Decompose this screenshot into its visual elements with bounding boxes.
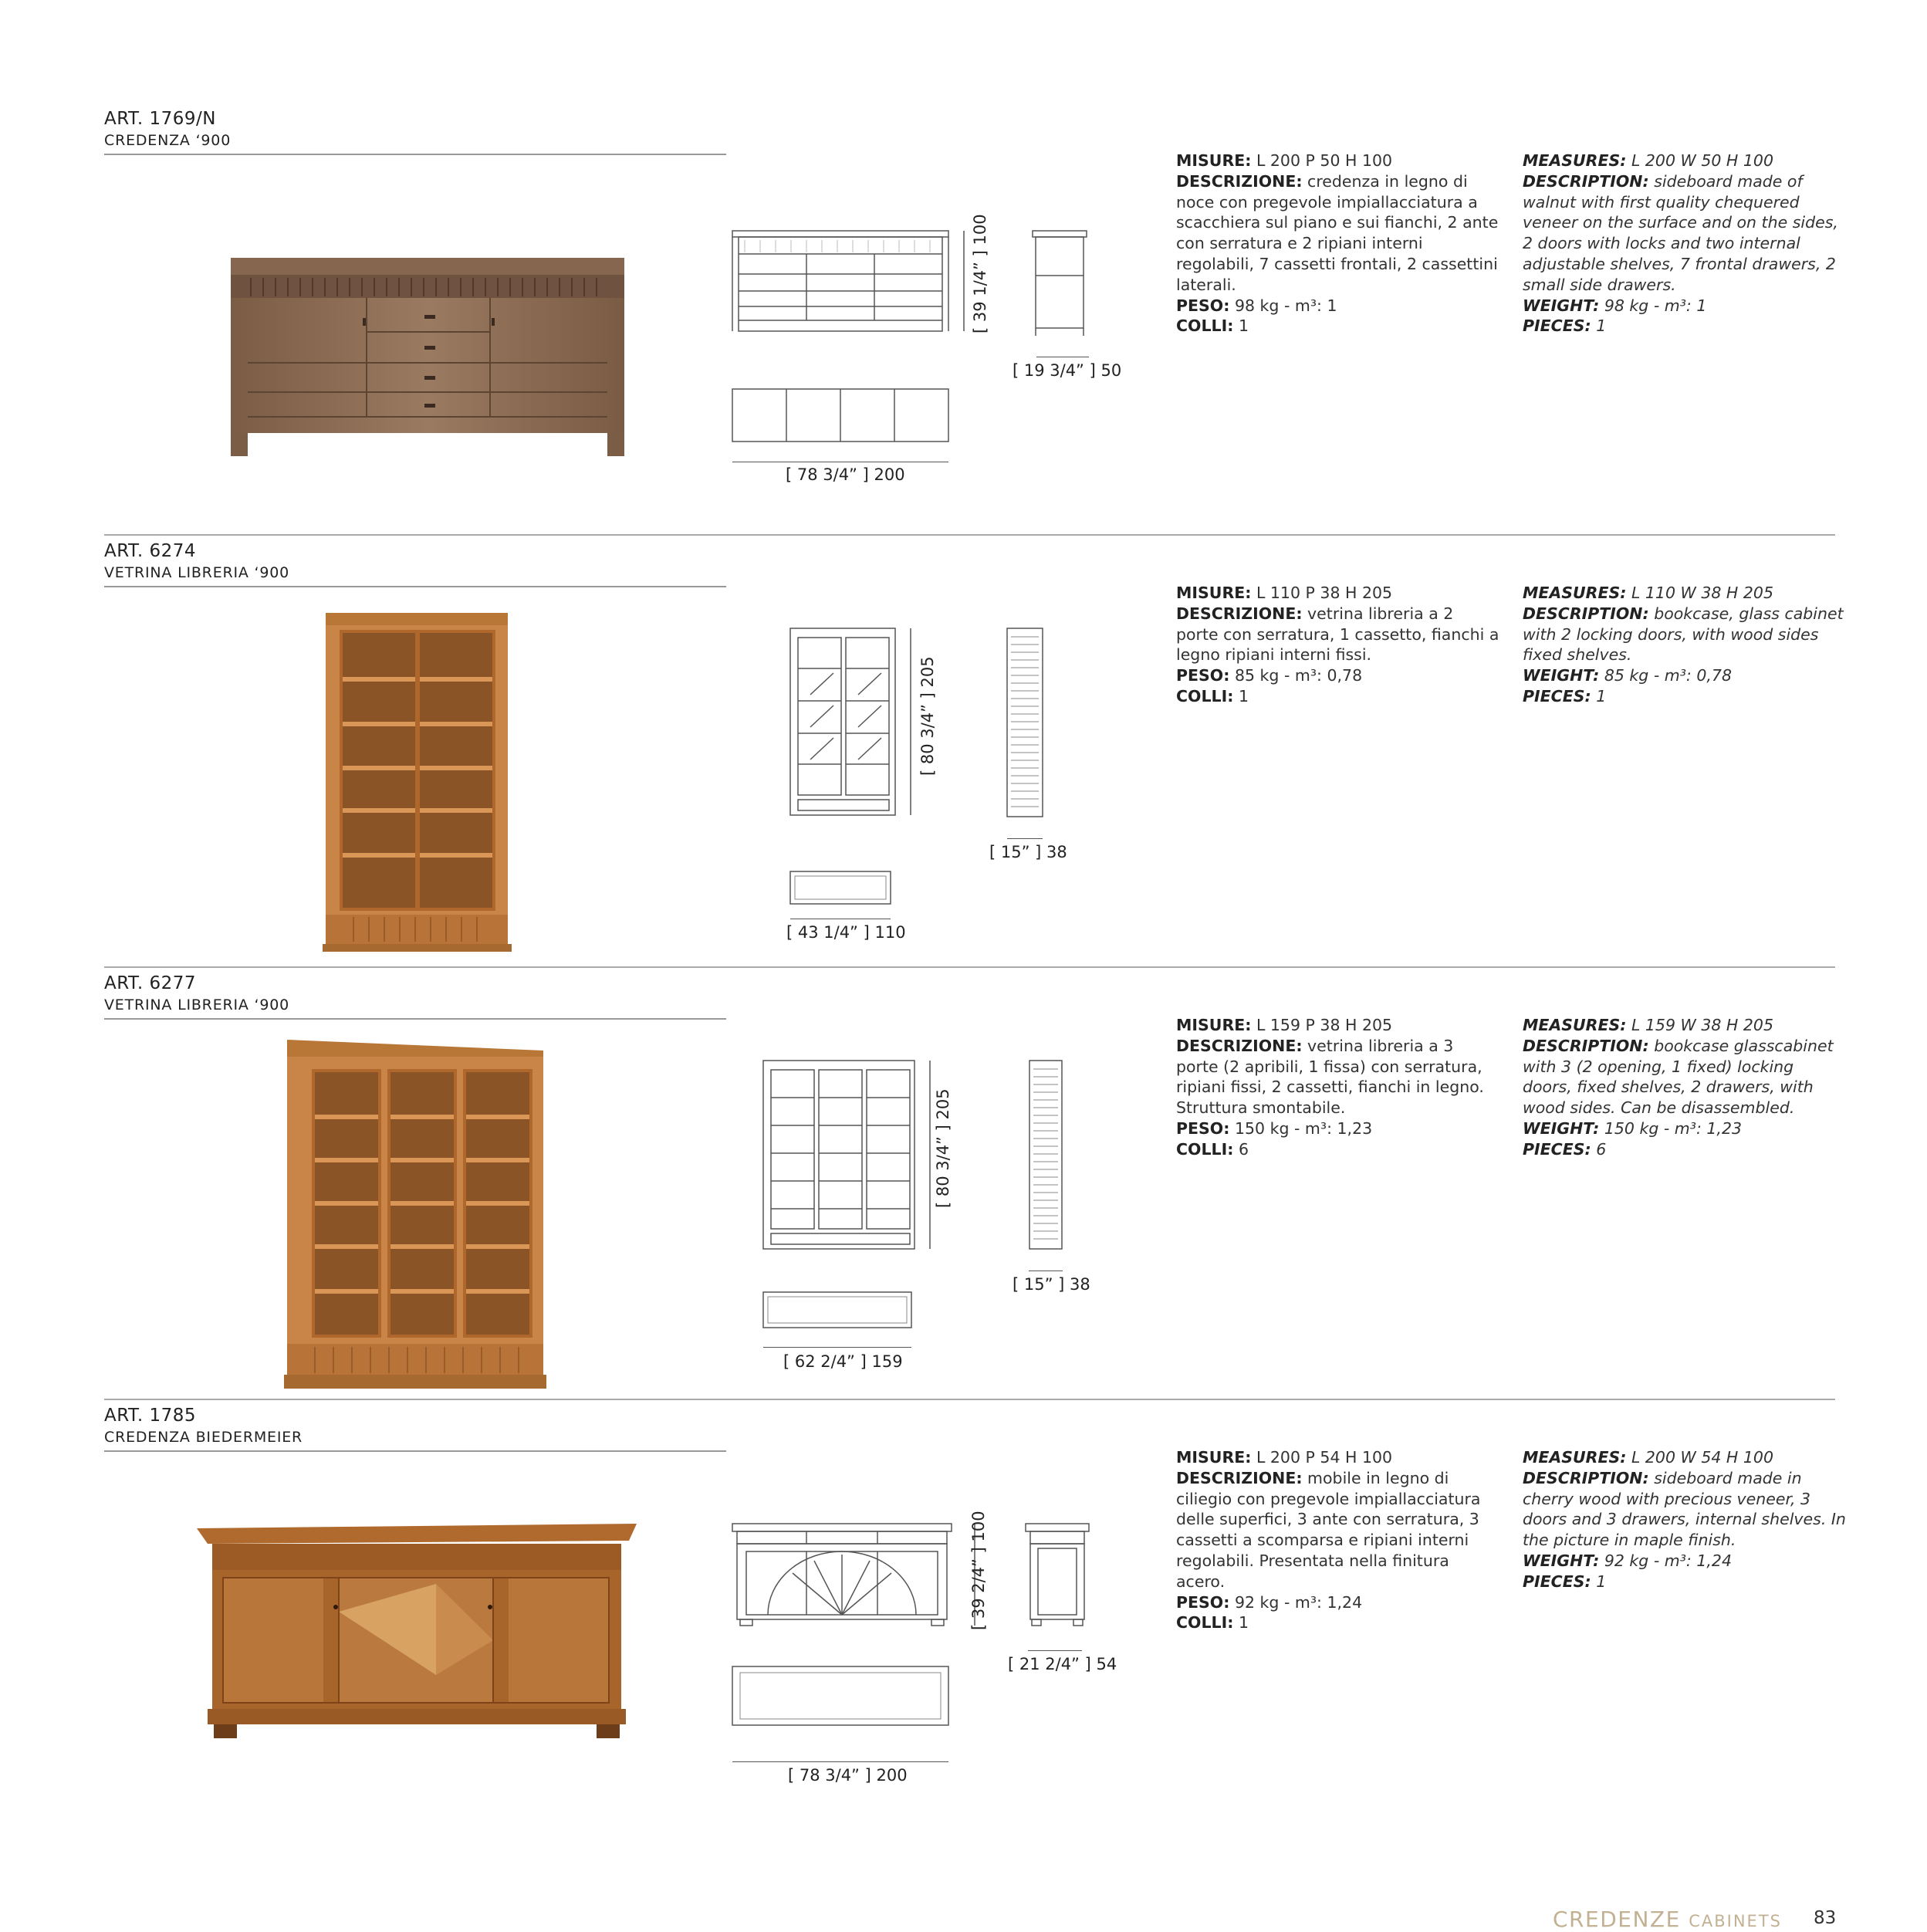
height-dimension: [ 80 3/4” ] 205	[918, 656, 937, 776]
peso-label: PESO:	[1176, 1592, 1230, 1612]
depth-dimension: [ 15” ] 38	[1013, 1275, 1090, 1294]
product-code: ART. 1785	[104, 1406, 197, 1426]
measures-label: MEASURES:	[1523, 1448, 1627, 1467]
product-code: ART. 6277	[104, 973, 197, 993]
spec-italian	[1176, 583, 1500, 707]
width-dimension: [ 62 2/4” ] 159	[783, 1352, 903, 1371]
colli-label: COLLI:	[1176, 686, 1234, 705]
top-plan-drawing	[729, 386, 953, 444]
depth-dim-line	[1028, 1650, 1082, 1651]
depth-dimension: [ 19 3/4” ] 50	[1013, 361, 1122, 380]
title-underline	[104, 586, 726, 587]
spec-english	[1523, 583, 1847, 707]
category-english: CABINETS	[1689, 1912, 1782, 1930]
pieces-label: PIECES:	[1523, 1572, 1591, 1591]
measures-value: L 200 W 50 H 100	[1626, 151, 1773, 170]
product-photo-bookcase-2-doors	[323, 610, 512, 957]
colli-label: COLLI:	[1176, 316, 1234, 336]
spec-italian	[1176, 1447, 1500, 1633]
descrizione-label: DESCRIZIONE:	[1176, 171, 1303, 191]
page-number: 83	[1814, 1908, 1837, 1928]
misure-label: MISURE:	[1176, 584, 1252, 602]
misure-value: L 110 P 38 H 205	[1251, 584, 1393, 602]
measures-value: L 159 W 38 H 205	[1626, 1016, 1773, 1034]
pieces-value: 1	[1591, 686, 1607, 705]
spec-italian	[1176, 151, 1500, 337]
descrizione-label: DESCRIZIONE:	[1176, 1036, 1303, 1055]
section-divider	[104, 1399, 1835, 1400]
description-label: DESCRIPTION:	[1523, 171, 1649, 191]
descrizione-value: vetrina libreria a 3 porte (2 apribili, 1 fissa) con serratura, ripiani fissi, 2 cassetti, fianchi in legno. Struttura smontabile.	[1176, 1036, 1484, 1118]
weight-label: WEIGHT:	[1523, 666, 1600, 685]
product-name: CREDENZA BIEDERMEIER	[104, 1429, 303, 1446]
product-name: VETRINA LIBRERIA ‘900	[104, 996, 290, 1013]
side-elevation-drawing	[1023, 1521, 1092, 1633]
width-dimension: [ 43 1/4” ] 110	[786, 923, 906, 942]
colli-label: COLLI:	[1176, 1139, 1234, 1159]
measures-label: MEASURES:	[1523, 151, 1627, 170]
width-dim-line	[732, 1761, 948, 1762]
misure-value: L 200 P 50 H 100	[1251, 151, 1393, 170]
width-dimension: [ 78 3/4” ] 200	[786, 465, 905, 484]
pieces-value: 6	[1591, 1139, 1607, 1159]
weight-value: 85 kg - m³: 0,78	[1599, 666, 1732, 685]
pieces-value: 1	[1591, 316, 1607, 336]
product-name: CREDENZA ‘900	[104, 132, 232, 149]
weight-label: WEIGHT:	[1523, 1551, 1600, 1570]
product-photo-sideboard-biedermeier	[197, 1521, 637, 1744]
peso-label: PESO:	[1176, 296, 1230, 315]
descrizione-label: DESCRIZIONE:	[1176, 604, 1303, 623]
description-label: DESCRIPTION:	[1523, 604, 1649, 623]
weight-label: WEIGHT:	[1523, 1118, 1600, 1138]
footer-category	[1553, 1907, 1782, 1932]
description-value: bookcase glasscabinet with 3 (2 opening, 1 fixed) locking doors, fixed shelves, 2 drawers, with wood sides. Can be disassembled.	[1523, 1036, 1834, 1118]
misure-value: L 159 P 38 H 205	[1251, 1016, 1393, 1034]
height-dimension: [ 39 2/4” ] 100	[969, 1511, 988, 1630]
pieces-value: 1	[1591, 1572, 1607, 1591]
description-value: sideboard made in cherry wood with precious veneer, 3 doors and 3 drawers, internal shelves. In the picture in maple finish.	[1523, 1468, 1846, 1550]
pieces-label: PIECES:	[1523, 316, 1591, 336]
side-elevation-drawing	[1003, 625, 1050, 822]
description-label: DESCRIPTION:	[1523, 1468, 1649, 1487]
descrizione-label: DESCRIZIONE:	[1176, 1468, 1303, 1487]
weight-label: WEIGHT:	[1523, 296, 1600, 315]
misure-label: MISURE:	[1176, 151, 1252, 170]
depth-dimension: [ 21 2/4” ] 54	[1008, 1655, 1117, 1673]
pieces-label: PIECES:	[1523, 686, 1591, 705]
product-name: VETRINA LIBRERIA ‘900	[104, 564, 290, 581]
descrizione-value: mobile in legno di ciliegio con pregevole impiallacciatura delle superfici, 3 ante con serratura, 3 cassetti a scomparsa e ripiani interni regolabili. Presentata nella finitura acero.	[1176, 1468, 1481, 1591]
front-elevation-drawing	[760, 1057, 934, 1254]
peso-label: PESO:	[1176, 666, 1230, 685]
front-elevation-drawing	[729, 228, 992, 336]
peso-value: 150 kg - m³: 1,23	[1229, 1118, 1373, 1138]
spec-english	[1523, 1015, 1847, 1160]
description-label: DESCRIPTION:	[1523, 1036, 1649, 1055]
top-plan-drawing	[787, 868, 895, 907]
peso-label: PESO:	[1176, 1118, 1230, 1138]
peso-value: 98 kg - m³: 1	[1229, 296, 1337, 315]
weight-value: 150 kg - m³: 1,23	[1599, 1118, 1743, 1138]
product-code: ART. 1769/N	[104, 109, 216, 129]
description-value: bookcase, glass cabinet with 2 locking doors, with wood sides fixed shelves.	[1523, 604, 1844, 665]
spec-english	[1523, 1447, 1847, 1592]
section-divider	[104, 534, 1835, 536]
height-dimension: [ 39 1/4” ] 100	[971, 214, 989, 333]
misure-value: L 200 P 54 H 100	[1251, 1448, 1393, 1467]
descrizione-value: credenza in legno di noce con pregevole impiallacciatura a scacchiera sul piano e sui fianchi, 2 ante con serratura e 2 ripiani interni regolabili, 7 cassetti frontali, 2 cassettini laterali.	[1176, 171, 1499, 294]
top-plan-drawing	[760, 1289, 914, 1331]
misure-label: MISURE:	[1176, 1016, 1252, 1034]
side-elevation-drawing	[1026, 1057, 1065, 1254]
depth-dimension: [ 15” ] 38	[989, 843, 1067, 861]
weight-value: 98 kg - m³: 1	[1599, 296, 1707, 315]
title-underline	[104, 1450, 726, 1452]
product-photo-bookcase-3-doors	[284, 1037, 546, 1396]
measures-label: MEASURES:	[1523, 584, 1627, 602]
top-plan-drawing	[729, 1663, 953, 1729]
measures-value: L 110 W 38 H 205	[1626, 584, 1773, 602]
width-dim-line	[763, 1347, 911, 1348]
section-divider	[104, 966, 1835, 968]
spec-english	[1523, 151, 1847, 337]
descrizione-value: vetrina libreria a 2 porte con serratura, 1 cassetto, fianchi a legno ripiani interni fissi.	[1176, 604, 1499, 665]
description-value: sideboard made of walnut with first quality chequered veneer on the surface and on the sides, 2 doors with locks and two internal adjustable shelves, 7 frontal drawers, 2 small side drawers.	[1523, 171, 1838, 294]
title-underline	[104, 154, 726, 155]
colli-value: 1	[1233, 316, 1249, 336]
spec-italian	[1176, 1015, 1500, 1160]
measures-value: L 200 W 54 H 100	[1626, 1448, 1773, 1467]
colli-value: 1	[1233, 1613, 1249, 1633]
side-elevation-drawing	[1026, 228, 1096, 340]
width-dimension: [ 78 3/4” ] 200	[788, 1766, 908, 1785]
misure-label: MISURE:	[1176, 1448, 1252, 1467]
product-code: ART. 6274	[104, 541, 197, 561]
colli-label: COLLI:	[1176, 1613, 1234, 1633]
front-elevation-drawing	[787, 625, 918, 822]
peso-value: 92 kg - m³: 1,24	[1229, 1592, 1363, 1612]
weight-value: 92 kg - m³: 1,24	[1599, 1551, 1732, 1570]
front-elevation-drawing	[729, 1521, 992, 1633]
depth-dim-line	[1007, 838, 1043, 839]
colli-value: 6	[1233, 1139, 1249, 1159]
product-photo-sideboard-walnut	[228, 255, 629, 459]
pieces-label: PIECES:	[1523, 1139, 1591, 1159]
peso-value: 85 kg - m³: 0,78	[1229, 666, 1363, 685]
category-italian: CREDENZE	[1553, 1907, 1681, 1932]
height-dimension: [ 80 3/4” ] 205	[934, 1088, 952, 1208]
measures-label: MEASURES:	[1523, 1016, 1627, 1034]
colli-value: 1	[1233, 686, 1249, 705]
title-underline	[104, 1018, 726, 1020]
